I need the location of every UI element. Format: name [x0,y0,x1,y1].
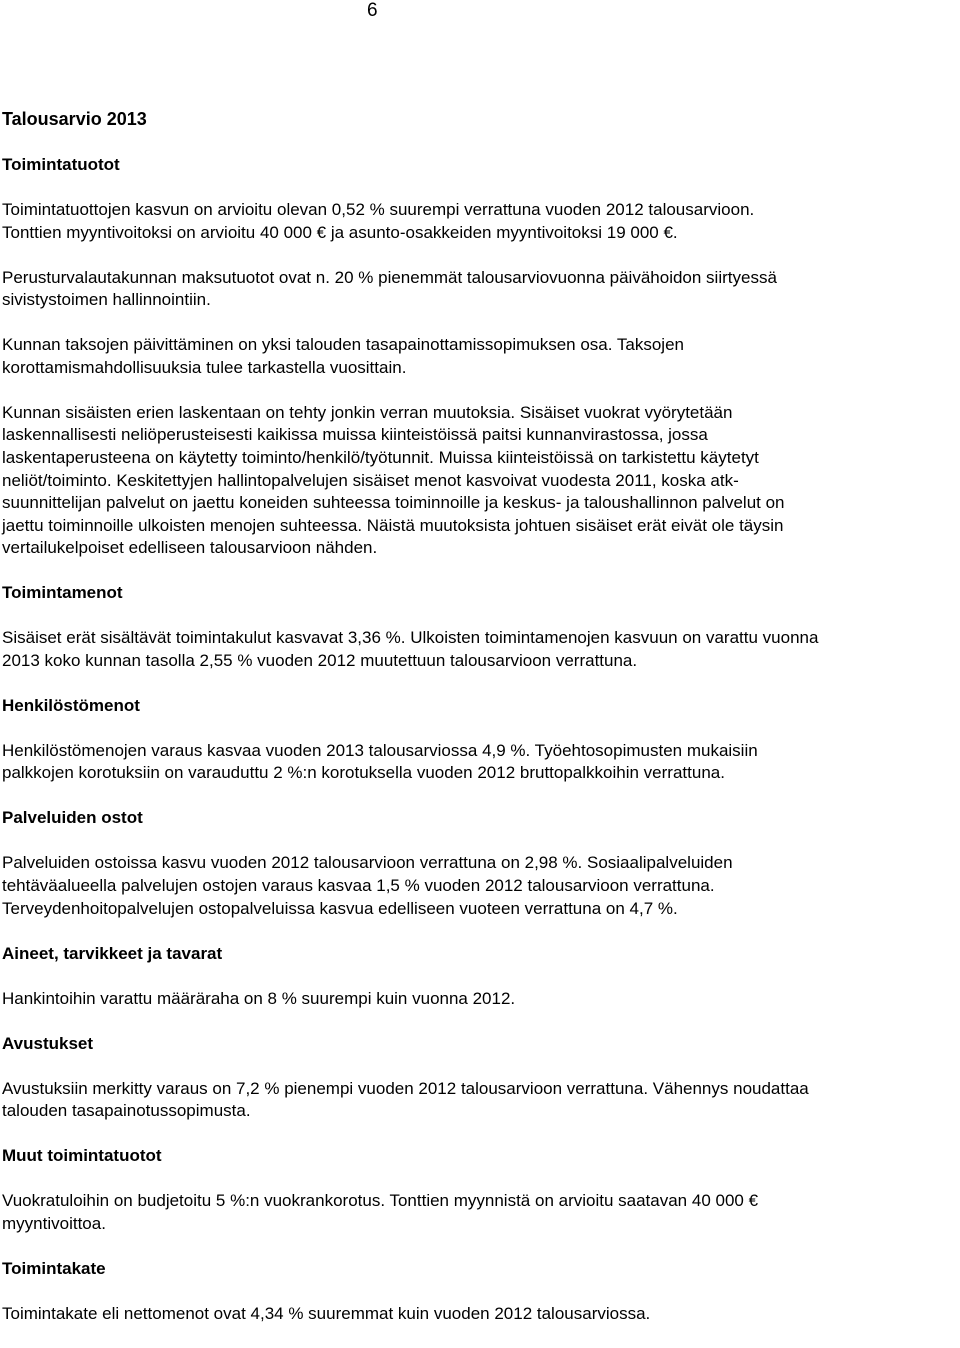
section-toimintakate [2,1258,932,1326]
section-heading: Palveluiden ostot [2,808,143,828]
paragraph: Avustuksiin merkitty varaus on 7,2 % pienempi vuoden 2012 talousarvioon verrattuna. Vähennys noudattaa talouden tasapainotussopimusta. [2,1078,809,1121]
section-palveluiden-ostot [2,807,932,920]
paragraph: Kunnan sisäisten erien laskentaan on tehty jonkin verran muutoksia. Sisäiset vuokrat vyörytetään laskennallisesti neliöperusteisesti kaikissa muissa kiinteistöissä paitsi kunnanvirastossa, jossa laskentaperusteena on käytetty toiminto/henkilö/työtunnit. Muissa kiinteistöissä on tarkistettu käytetyt neliöt/toiminto. Keskitettyjen hallintopalvelujen sisäiset menot kasvoivat vuodesta 2011, koska atk- suunnittelijan palvelut on jaettu koneiden suhteessa toiminnoille ja keskus- ja taloushallinnon palvelut on jaettu toiminnoille ulkoisten menojen suhteessa. Näistä muutoksista johtuen sisäiset erät eivät ole täysin vertailukelpoiset edelliseen talousarvioon nähden. [2,402,785,558]
section-toimintamenot [2,582,932,672]
paragraph: Kunnan taksojen päivittäminen on yksi talouden tasapainottamissopimuksen osa. Taksojen korottamismahdollisuuksia tulee tarkastella vuosittain. [2,335,684,377]
paragraph: Palveluiden ostoissa kasvu vuoden 2012 talousarvioon verrattuna on 2,98 %. Sosiaalipalveluiden tehtäväalueella palvelujen ostojen varaus kasvaa 1,5 % vuoden 2012 talousarvioon verrattuna. Terveydenhoitopalvelujen ostopalveluissa kasvua edelliseen vuoteen verrattuna on 4,7 %. [2,853,733,918]
paragraph: Toimintakate eli nettomenot ovat 4,34 % suuremmat kuin vuoden 2012 talousarviossa. [2,1303,651,1323]
section-muut-toimintatuotot [2,1145,932,1235]
section-avustukset [2,1033,932,1123]
section-heading: Aineet, tarvikkeet ja tavarat [2,943,223,963]
document-body [2,108,932,1348]
section-toimintatuotot [2,154,932,560]
paragraph: Sisäiset erät sisältävät toimintakulut kasvavat 3,36 %. Ulkoisten toimintamenojen kasvuun on varattu vuonna 2013 koko kunnan tasolla 2,55 % vuoden 2012 muutettuun talousarvioon verrattuna. [2,628,819,670]
section-heading: Henkilöstömenot [2,695,140,715]
section-aineet-tarvikkeet [2,943,932,1011]
paragraph: Vuokratuloihin on budjetoitu 5 %:n vuokrankorotus. Tonttien myynnistä on arvioitu saatavan 40 000 € myyntivoittoa. [2,1191,759,1233]
document-title: Talousarvio 2013 [2,109,147,129]
page-number: 6 [367,0,378,21]
paragraph: Henkilöstömenojen varaus kasvaa vuoden 2013 talousarviossa 4,9 %. Työehtosopimusten mukaisiin palkkojen korotuksiin on varauduttu 2 %:n korotuksella vuoden 2012 bruttopalkkoihin verrattuna. [2,740,758,783]
paragraph: Hankintoihin varattu määräraha on 8 % suurempi kuin vuonna 2012. [2,988,516,1008]
section-heading: Toimintamenot [2,583,123,603]
section-heading: Toimintatuotot [2,155,120,174]
section-henkilostomenot [2,695,932,785]
section-heading: Muut toimintatuotot [2,1146,162,1166]
section-heading: Toimintakate [2,1258,106,1278]
section-heading: Avustukset [2,1033,94,1053]
paragraph: Toimintatuottojen kasvun on arvioitu olevan 0,52 % suurempi verrattuna vuoden 2012 talousarvioon. Tonttien myyntivoitoksi on arvioitu 40 000 € ja asunto-osakkeiden myyntivoitoksi 19 000 €. [2,200,755,242]
paragraph: Perusturvalautakunnan maksutuotot ovat n. 20 % pienemmät talousarviovuonna päivähoidon siirtyessä sivistystoimen hallinnointiin. [2,267,777,310]
